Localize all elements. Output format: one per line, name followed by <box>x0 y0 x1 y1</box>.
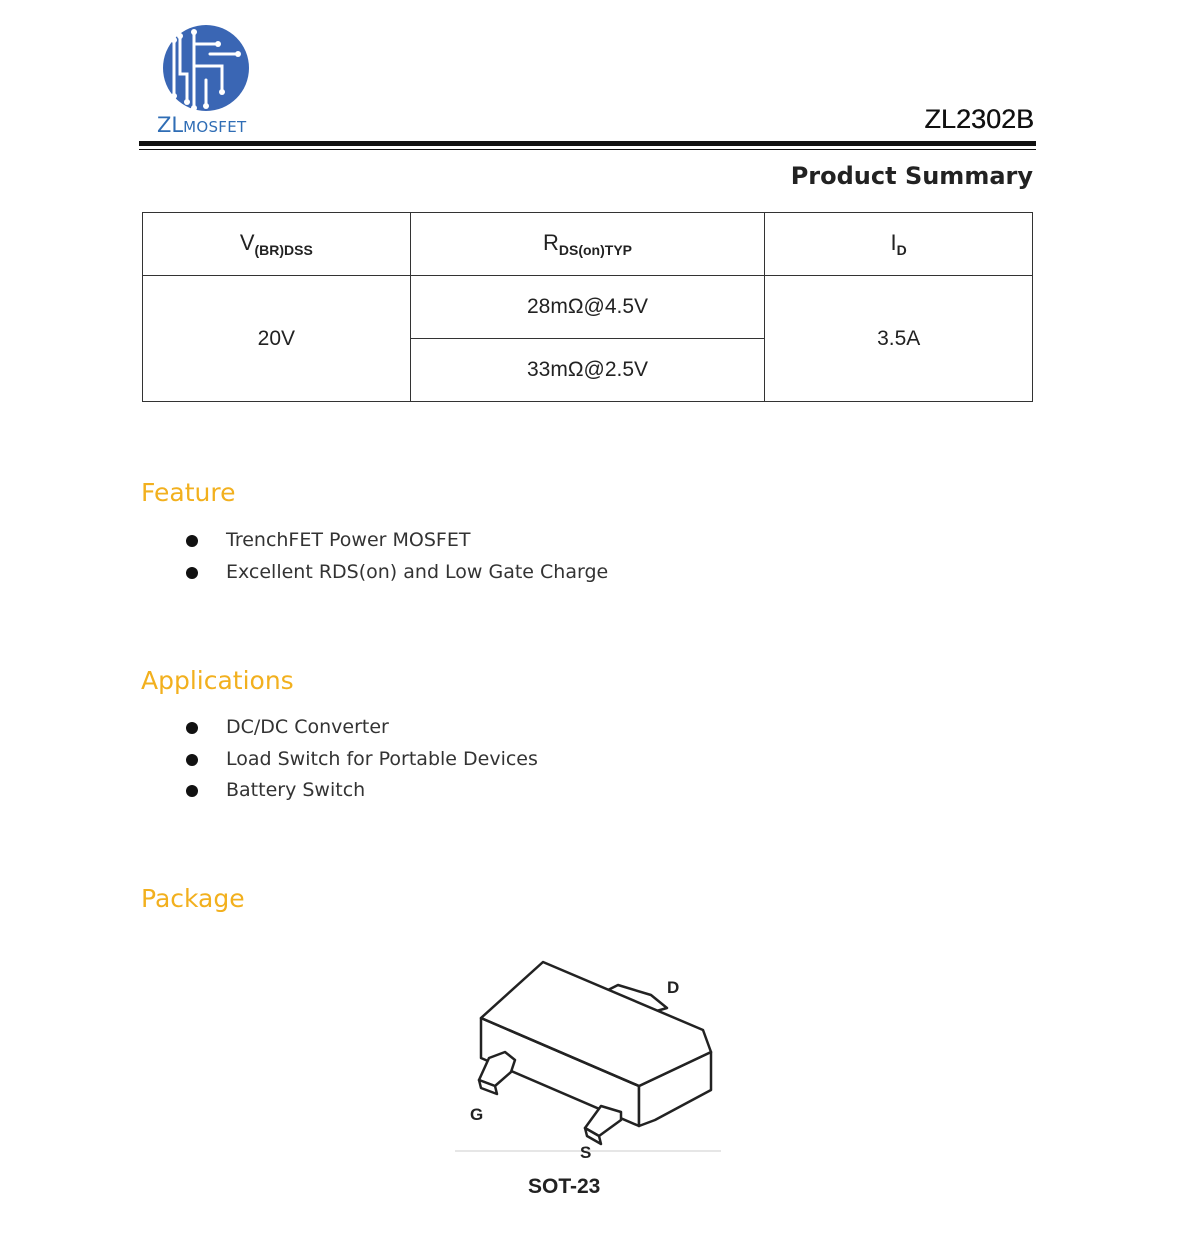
list-item: Excellent RDS(on) and Low Gate Charge <box>141 557 608 589</box>
applications-title: Applications <box>141 666 294 695</box>
cell-vbrdss: 20V <box>143 276 411 402</box>
header-rule-thin <box>139 149 1036 150</box>
feature-title: Feature <box>141 478 236 507</box>
applications-list <box>141 712 538 807</box>
bullet-icon <box>186 754 198 766</box>
bullet-icon <box>186 722 198 734</box>
feature-list <box>141 525 608 588</box>
list-item: DC/DC Converter <box>141 712 538 744</box>
list-item: Battery Switch <box>141 775 538 807</box>
header-vbrdss: $V_{(BR)DSS}$ <box>143 213 411 276</box>
part-number: ZL2302B <box>924 104 1034 134</box>
bullet-icon <box>186 785 198 797</box>
cell-rdson-4v5: 28mΩ@4.5V <box>410 276 765 339</box>
brand-main: ZL <box>157 113 184 137</box>
cell-rdson-2v5: 33mΩ@2.5V <box>410 339 765 402</box>
header-rule-thick <box>139 141 1036 146</box>
header-id: $I_D$ <box>765 213 1033 276</box>
table-row <box>143 276 1033 339</box>
list-item: TrenchFET Power MOSFET <box>141 525 608 557</box>
package-caption: SOT-23 <box>528 1175 601 1198</box>
pin-label-g: G <box>470 1105 484 1124</box>
bullet-icon <box>186 535 198 547</box>
product-summary-table <box>142 212 1033 402</box>
table-header-row <box>143 213 1033 276</box>
header-rdson: $R_{DS(on)TYP}$ <box>410 213 765 276</box>
product-summary-title: Product Summary <box>790 162 1033 190</box>
sot23-package-drawing <box>453 940 723 1165</box>
pin-label-d: D <box>667 978 680 997</box>
pin-label-s: S <box>580 1143 592 1162</box>
brand-name <box>157 113 246 137</box>
list-item: Load Switch for Portable Devices <box>141 744 538 776</box>
brand-sub: MOSFET <box>183 118 247 136</box>
cell-id: 3.5A <box>765 276 1033 402</box>
package-title: Package <box>141 884 245 913</box>
bullet-icon <box>186 567 198 579</box>
